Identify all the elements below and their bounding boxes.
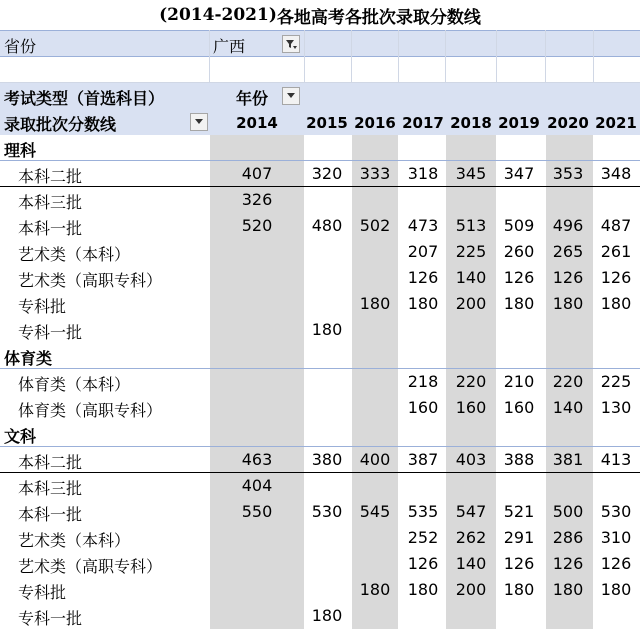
column-header-2014: 2014 <box>236 114 278 132</box>
chevron-down-icon[interactable] <box>190 113 208 131</box>
table-cell[interactable]: 502 <box>359 216 391 235</box>
row-label[interactable]: 本科二批 <box>18 453 83 472</box>
table-cell[interactable]: 160 <box>503 398 535 417</box>
table-cell[interactable]: 310 <box>600 528 632 547</box>
grid-line <box>445 30 446 83</box>
category-label[interactable]: 体育类 <box>4 349 53 368</box>
table-cell[interactable]: 473 <box>407 216 439 235</box>
row-field-label-1: 考试类型（首选科目） <box>4 89 165 108</box>
table-cell[interactable]: 348 <box>600 164 632 183</box>
table-cell[interactable]: 180 <box>407 580 439 599</box>
table-cell[interactable]: 530 <box>311 502 343 521</box>
grid-line <box>593 30 594 83</box>
table-cell[interactable]: 126 <box>552 268 584 287</box>
table-cell[interactable]: 513 <box>455 216 487 235</box>
table-cell[interactable]: 404 <box>241 476 273 495</box>
table-cell[interactable]: 320 <box>311 164 343 183</box>
table-cell[interactable]: 262 <box>455 528 487 547</box>
table-cell[interactable]: 535 <box>407 502 439 521</box>
column-header-2021: 2021 <box>595 114 637 132</box>
grid-line <box>351 30 352 83</box>
row-label[interactable]: 专科批 <box>18 297 67 316</box>
category-label[interactable]: 理科 <box>4 141 37 160</box>
row-separator <box>0 368 640 369</box>
table-cell[interactable]: 265 <box>552 242 584 261</box>
table-cell[interactable]: 180 <box>552 294 584 313</box>
column-header-2018: 2018 <box>450 114 492 132</box>
row-label[interactable]: 专科批 <box>18 583 67 602</box>
table-cell[interactable]: 180 <box>552 580 584 599</box>
column-header-2017: 2017 <box>402 114 444 132</box>
funnel-dropdown-icon[interactable] <box>282 35 300 53</box>
table-cell[interactable]: 403 <box>455 450 487 469</box>
gray-column <box>352 135 398 629</box>
filter-label: 省份 <box>4 37 37 56</box>
grid-line <box>398 30 399 83</box>
column-header-2019: 2019 <box>498 114 540 132</box>
table-cell[interactable]: 347 <box>503 164 535 183</box>
col-field-label: 年份 <box>236 89 269 108</box>
row-label[interactable]: 本科一批 <box>18 505 83 524</box>
table-cell[interactable]: 126 <box>407 554 439 573</box>
table-cell[interactable]: 210 <box>503 372 535 391</box>
table-cell[interactable]: 318 <box>407 164 439 183</box>
table-cell[interactable]: 200 <box>455 294 487 313</box>
filter-value[interactable]: 广西 <box>213 37 246 56</box>
table-cell[interactable]: 225 <box>600 372 632 391</box>
table-cell[interactable]: 545 <box>359 502 391 521</box>
row-separator <box>0 186 640 187</box>
table-cell[interactable]: 509 <box>503 216 535 235</box>
table-cell[interactable]: 530 <box>600 502 632 521</box>
table-cell[interactable]: 291 <box>503 528 535 547</box>
page-title <box>0 0 640 30</box>
table-cell[interactable]: 380 <box>311 450 343 469</box>
table-cell[interactable]: 126 <box>407 268 439 287</box>
table-cell[interactable]: 381 <box>552 450 584 469</box>
table-cell[interactable]: 200 <box>455 580 487 599</box>
category-label[interactable]: 文科 <box>4 427 37 446</box>
chevron-down-icon[interactable] <box>282 87 300 105</box>
title-years: (2014-2021) <box>159 5 277 25</box>
table-cell[interactable]: 180 <box>503 294 535 313</box>
table-cell[interactable]: 252 <box>407 528 439 547</box>
table-cell[interactable]: 521 <box>503 502 535 521</box>
table-cell[interactable]: 180 <box>359 294 391 313</box>
column-header-2020: 2020 <box>547 114 589 132</box>
title-text: 各地高考各批次录取分数线 <box>276 7 481 28</box>
row-label[interactable]: 本科三批 <box>18 479 83 498</box>
table-cell[interactable]: 126 <box>552 554 584 573</box>
table-cell[interactable]: 407 <box>241 164 273 183</box>
row-separator <box>0 160 640 161</box>
table-cell[interactable]: 387 <box>407 450 439 469</box>
row-separator <box>0 472 640 473</box>
row-label[interactable]: 艺术类（本科） <box>18 245 131 264</box>
table-cell[interactable]: 180 <box>311 320 343 339</box>
table-cell[interactable]: 126 <box>600 554 632 573</box>
table-cell[interactable]: 547 <box>455 502 487 521</box>
table-cell[interactable]: 225 <box>455 242 487 261</box>
grid-line <box>496 30 497 83</box>
column-header-2016: 2016 <box>354 114 396 132</box>
table-cell[interactable]: 220 <box>552 372 584 391</box>
table-cell[interactable]: 388 <box>503 450 535 469</box>
row-label[interactable]: 本科二批 <box>18 167 83 186</box>
row-separator <box>0 446 640 447</box>
table-cell[interactable]: 520 <box>241 216 273 235</box>
table-cell[interactable]: 180 <box>600 580 632 599</box>
row-field-label-2: 录取批次分数线 <box>4 115 117 134</box>
table-cell[interactable]: 413 <box>600 450 632 469</box>
table-cell[interactable]: 463 <box>241 450 273 469</box>
row-label[interactable]: 体育类（高职专科） <box>18 401 163 420</box>
table-cell[interactable]: 333 <box>359 164 391 183</box>
table-cell[interactable]: 480 <box>311 216 343 235</box>
row-label[interactable]: 本科一批 <box>18 219 83 238</box>
table-cell[interactable]: 220 <box>455 372 487 391</box>
row-label[interactable]: 专科一批 <box>18 609 83 628</box>
table-cell[interactable]: 260 <box>503 242 535 261</box>
report-filter-row <box>0 30 640 57</box>
table-cell[interactable]: 345 <box>455 164 487 183</box>
column-header-2015: 2015 <box>306 114 348 132</box>
table-cell[interactable]: 180 <box>407 294 439 313</box>
row-label[interactable]: 艺术类（本科） <box>18 531 131 550</box>
table-cell[interactable]: 180 <box>503 580 535 599</box>
table-cell[interactable]: 126 <box>503 268 535 287</box>
table-cell[interactable]: 500 <box>552 502 584 521</box>
row-label[interactable]: 艺术类（高职专科） <box>18 557 163 576</box>
table-cell[interactable]: 496 <box>552 216 584 235</box>
gray-column <box>210 135 304 629</box>
grid-line <box>545 30 546 83</box>
table-cell[interactable]: 326 <box>241 190 273 209</box>
row-label[interactable]: 艺术类（高职专科） <box>18 271 163 290</box>
blank-row <box>0 57 640 83</box>
table-cell[interactable]: 286 <box>552 528 584 547</box>
table-cell[interactable]: 140 <box>552 398 584 417</box>
table-cell[interactable]: 126 <box>600 268 632 287</box>
table-cell[interactable]: 140 <box>455 554 487 573</box>
table-cell[interactable]: 261 <box>600 242 632 261</box>
row-label[interactable]: 本科三批 <box>18 193 83 212</box>
table-cell[interactable]: 180 <box>600 294 632 313</box>
table-cell[interactable]: 160 <box>407 398 439 417</box>
table-cell[interactable]: 140 <box>455 268 487 287</box>
table-cell[interactable]: 160 <box>455 398 487 417</box>
grid-line <box>209 30 210 83</box>
table-cell[interactable]: 353 <box>552 164 584 183</box>
grid-line <box>304 30 305 83</box>
table-cell[interactable]: 180 <box>311 606 343 625</box>
table-cell[interactable]: 400 <box>359 450 391 469</box>
table-cell[interactable]: 180 <box>359 580 391 599</box>
row-label[interactable]: 专科一批 <box>18 323 83 342</box>
row-label[interactable]: 体育类（本科） <box>18 375 131 394</box>
table-cell[interactable]: 207 <box>407 242 439 261</box>
table-cell[interactable]: 487 <box>600 216 632 235</box>
table-cell[interactable]: 126 <box>503 554 535 573</box>
table-cell[interactable]: 130 <box>600 398 632 417</box>
table-cell[interactable]: 550 <box>241 502 273 521</box>
table-cell[interactable]: 218 <box>407 372 439 391</box>
